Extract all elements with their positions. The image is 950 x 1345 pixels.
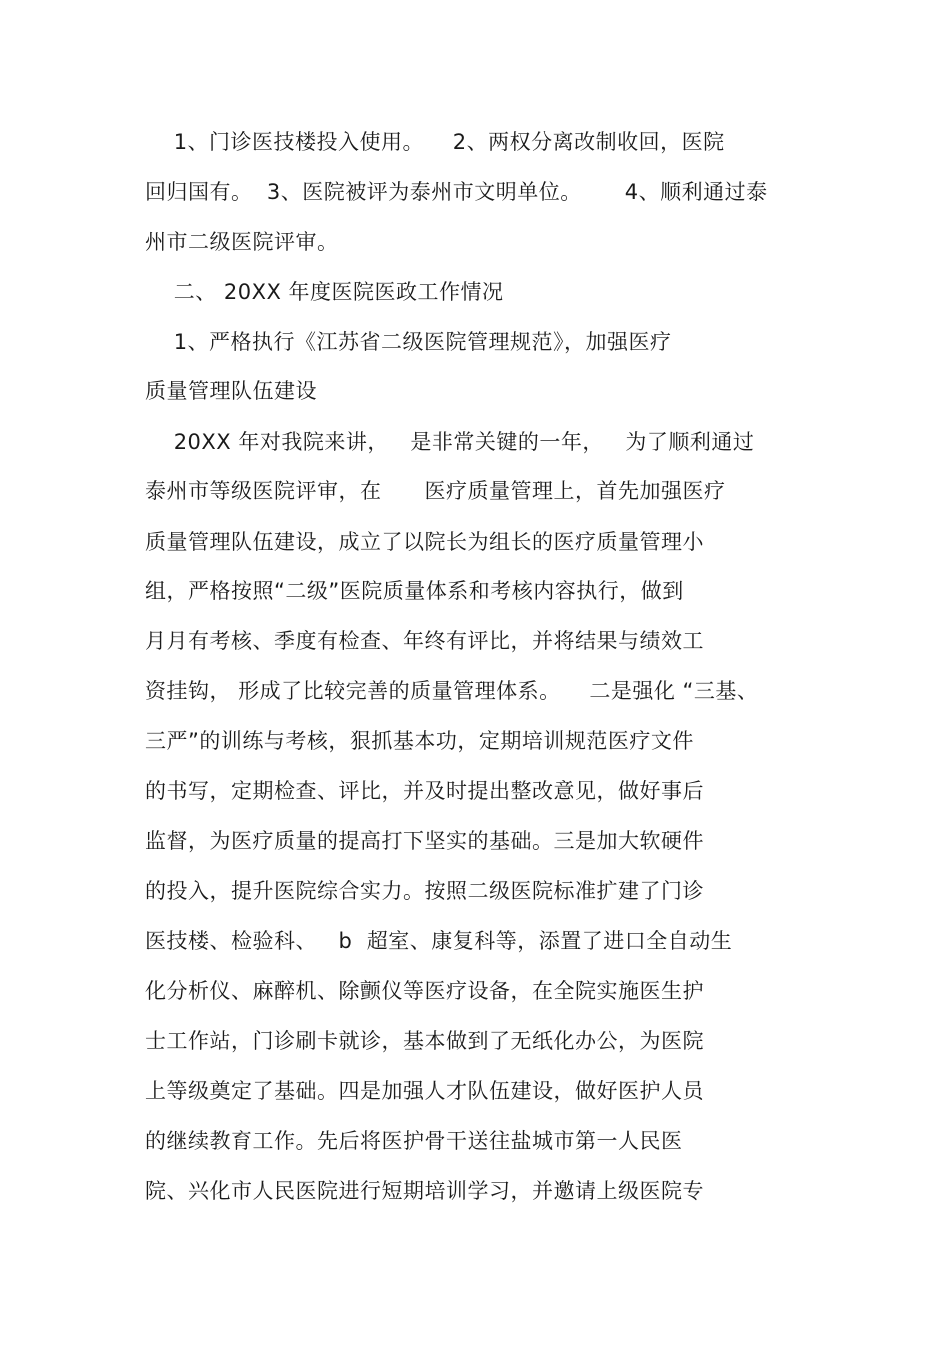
text-line: 质量管理队伍建设 bbox=[145, 379, 317, 403]
text-line: 20XX 年对我院来讲， 是非常关键的一年， 为了顺利通过 bbox=[145, 430, 755, 454]
text-line: 的继续教育工作。先后将医护骨干送往盐城市第一人民医 bbox=[145, 1129, 683, 1153]
text-line: 质量管理队伍建设，成立了以院长为组长的医疗质量管理小 bbox=[145, 530, 704, 554]
text-line: 三严”的训练与考核，狠抓基本功，定期培训规范医疗文件 bbox=[145, 729, 694, 753]
text-line: 资挂钩， 形成了比较完善的质量管理体系。 二是强化 “三基、 bbox=[145, 679, 759, 703]
text-line: 1、门诊医技楼投入使用。 2、两权分离改制收回，医院 bbox=[145, 130, 725, 154]
text-line: 监督，为医疗质量的提高打下坚实的基础。三是加大软硬件 bbox=[145, 829, 704, 853]
text-line: 的投入，提升医院综合实力。按照二级医院标准扩建了门诊 bbox=[145, 879, 704, 903]
text-line: 上等级奠定了基础。四是加强人才队伍建设，做好医护人员 bbox=[145, 1079, 704, 1103]
text-line: 月月有考核、季度有检查、年终有评比，并将结果与绩效工 bbox=[145, 629, 704, 653]
text-line: 州市二级医院评审。 bbox=[145, 230, 339, 254]
text-line: 医技楼、检验科、 b 超室、康复科等，添置了进口全自动生 bbox=[145, 929, 733, 953]
text-line: 院、兴化市人民医院进行短期培训学习，并邀请上级医院专 bbox=[145, 1179, 704, 1203]
text-line: 士工作站，门诊刷卡就诊，基本做到了无纸化办公，为医院 bbox=[145, 1029, 704, 1053]
text-line: 泰州市等级医院评审，在 医疗质量管理上，首先加强医疗 bbox=[145, 479, 726, 503]
text-line: 化分析仪、麻醉机、除颤仪等医疗设备，在全院实施医生护 bbox=[145, 979, 704, 1003]
text-line: 1、严格执行《江苏省二级医院管理规范》，加强医疗 bbox=[145, 330, 672, 354]
text-line: 回归国有。 3、医院被评为泰州市文明单位。 4、顺利通过泰 bbox=[145, 180, 768, 204]
text-line: 的书写，定期检查、评比，并及时提出整改意见，做好事后 bbox=[145, 779, 704, 803]
section-heading: 二、 20XX 年度医院医政工作情况 bbox=[145, 280, 504, 304]
text-line: 组，严格按照“二级”医院质量体系和考核内容执行，做到 bbox=[145, 579, 684, 603]
